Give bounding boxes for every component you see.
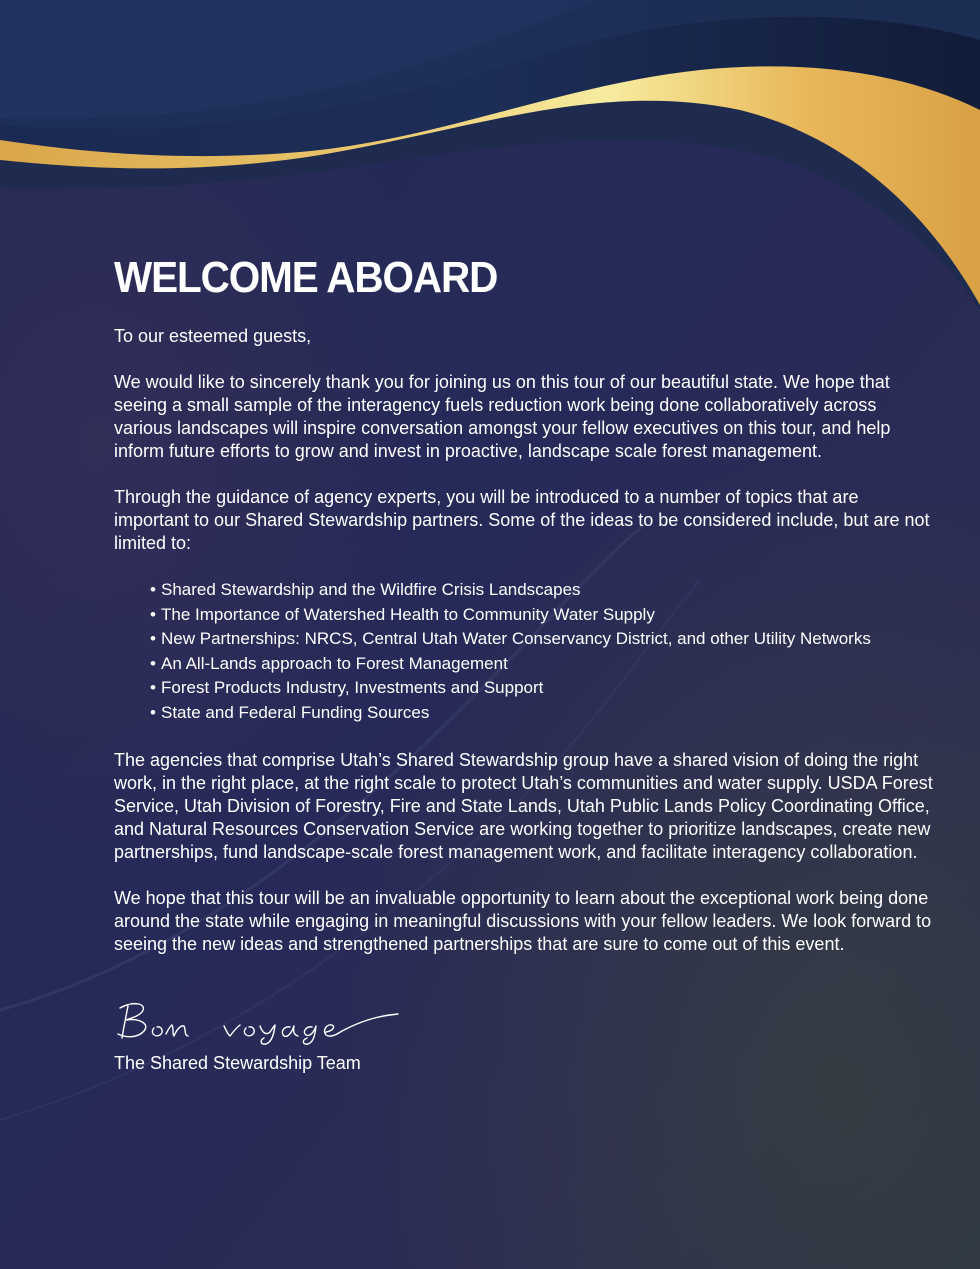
greeting: To our esteemed guests, bbox=[114, 326, 312, 346]
bullet-icon: • bbox=[150, 604, 156, 624]
bullet-icon: • bbox=[150, 678, 156, 698]
list-item: • Shared Stewardship and the Wildfire Crisis Landscapes bbox=[150, 578, 934, 603]
bullet-icon: • bbox=[150, 702, 156, 722]
list-item: • The Importance of Watershed Health to Community Water Supply bbox=[150, 603, 934, 628]
topics-list bbox=[114, 578, 934, 726]
paragraph-closing: We hope that this tour will be an invaluable opportunity to learn about the exceptional work being done around the state while engaging in meaningful discussions with your fellow leaders. We look forward to seeing the new ideas and strengthened partnerships that are sure to come out of this event. bbox=[114, 887, 932, 954]
paragraph-agencies: The agencies that comprise Utah’s Shared Stewardship group have a shared vision of doing the right work, in the right place, at the right scale to protect Utah’s communities and water supply. USDA Forest Service, Utah Division of Forestry, Fire and State Lands, Utah Public Lands Policy Coordinating Office, and Natural Resources Conservation Service are working together to prioritize landscapes, create new partnerships, fund landscape-scale forest management work, and facilitate interagency collaboration. bbox=[114, 749, 933, 862]
signature-name: The Shared Stewardship Team bbox=[114, 1052, 361, 1073]
signature-bon-voyage bbox=[114, 998, 414, 1046]
list-item: • State and Federal Funding Sources bbox=[150, 701, 934, 726]
list-item: • Forest Products Industry, Investments and Support bbox=[150, 676, 934, 701]
list-item: • New Partnerships: NRCS, Central Utah Water Conservancy District, and other Utility Networks bbox=[150, 627, 934, 652]
paragraph-intro: We would like to sincerely thank you for joining us on this tour of our beautiful state. We hope that seeing a small sample of the interagency fuels reduction work being done collaboratively across various landscapes will inspire conversation amongst your fellow executives on this tour, and help inform future efforts to grow and invest in proactive, landscape scale forest management. bbox=[114, 372, 891, 461]
page-title: WELCOME ABOARD bbox=[114, 253, 498, 302]
list-item: • An All-Lands approach to Forest Management bbox=[150, 652, 934, 677]
bullet-icon: • bbox=[150, 653, 156, 673]
letter-content bbox=[114, 252, 934, 1075]
bullet-icon: • bbox=[150, 629, 156, 649]
bullet-icon: • bbox=[150, 580, 156, 599]
paragraph-topics-intro: Through the guidance of agency experts, you will be introduced to a number of topics that are important to our Shared Stewardship partners. Some of the ideas to be considered include, but are not limited to: bbox=[114, 487, 930, 553]
